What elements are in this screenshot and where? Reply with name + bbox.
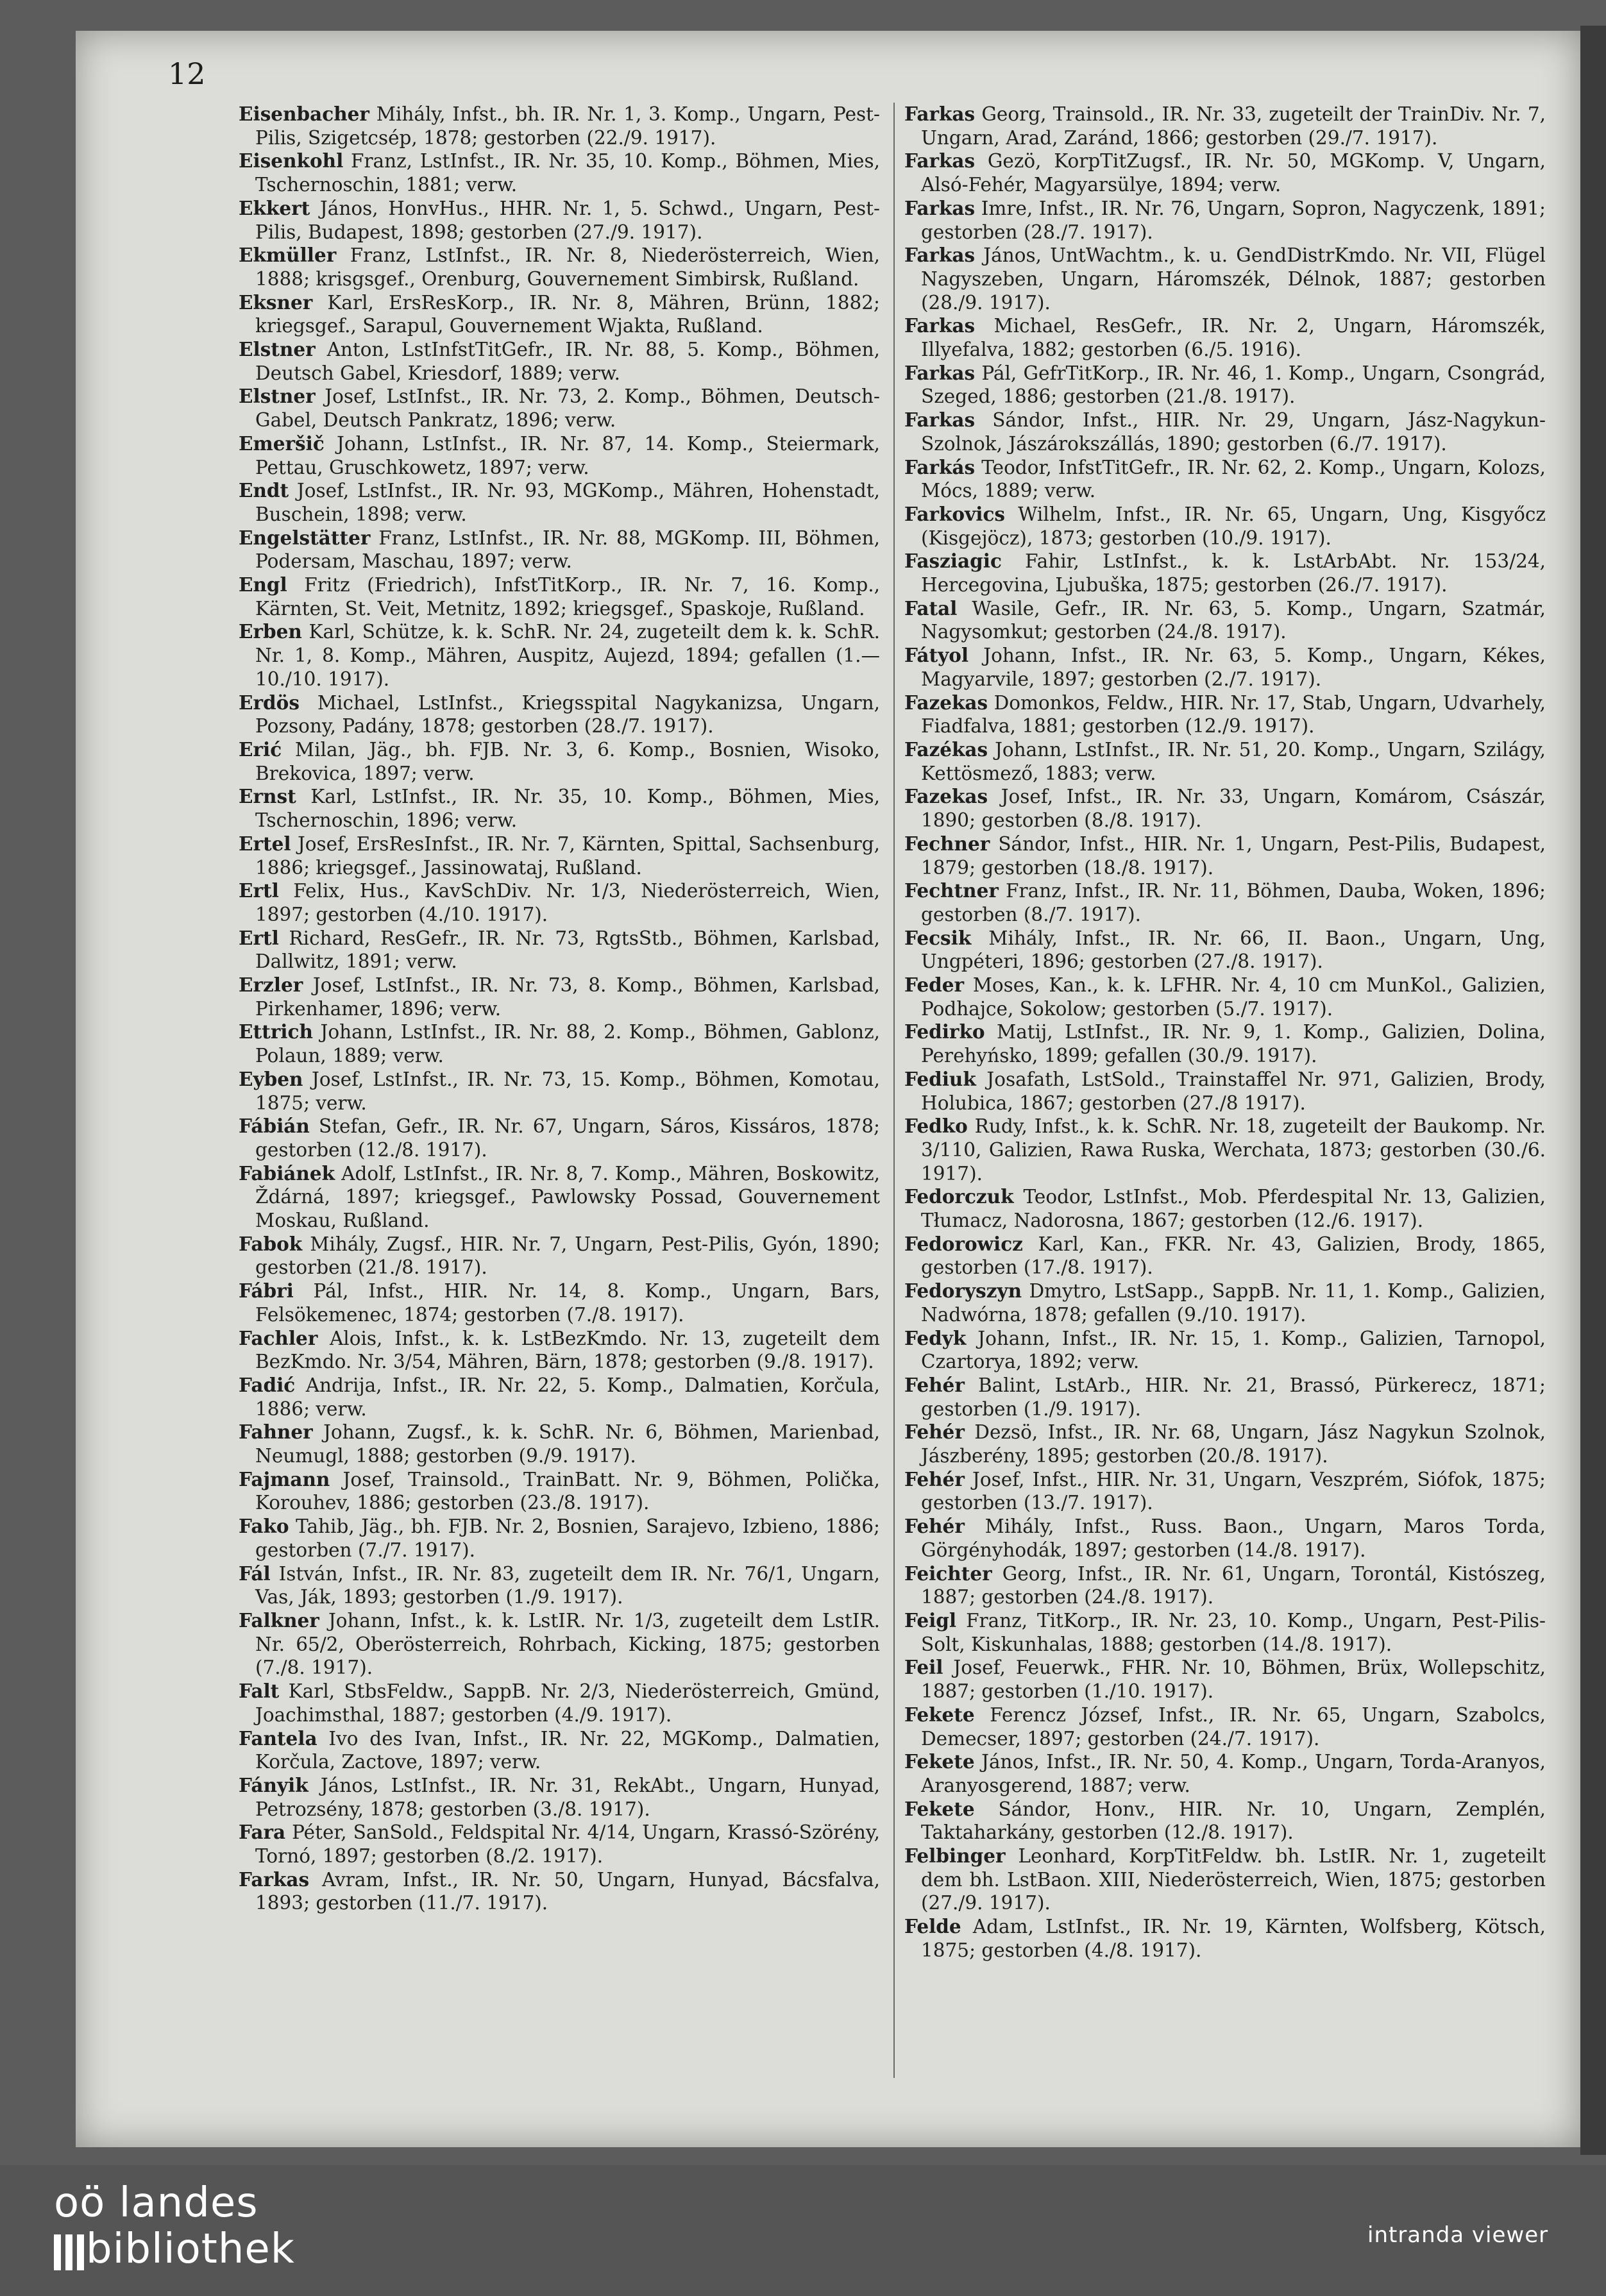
entry-name: Emeršič xyxy=(239,432,325,455)
entry-text: Pál, Infst., HIR. Nr. 14, 8. Komp., Ungarn, Bars, Felsökemenec, 1874; gestorben (7./8. 1917). xyxy=(255,1280,880,1326)
entry-text: Adam, LstInfst., IR. Nr. 19, Kärnten, Wolfsberg, Kötsch, 1875; gestorben (4./8. 1917). xyxy=(921,1916,1546,1961)
library-logo-line1[interactable]: oö landes xyxy=(54,2179,258,2227)
list-item xyxy=(904,927,1546,974)
entry-name: Fahner xyxy=(239,1421,313,1444)
entry-name: Fadić xyxy=(239,1373,296,1396)
entry-text: Franz, TitKorp., IR. Nr. 23, 10. Komp., Ungarn, Pest-Pilis-Solt, Kiskunhalas, 1888; gestorben (14./8. 1917). xyxy=(921,1610,1546,1655)
entry-text: Franz, LstInfst., IR. Nr. 88, MGKomp. III, Böhmen, Podersam, Maschau, 1897; verw. xyxy=(255,527,880,573)
entry-text: Johann, Infst., IR. Nr. 15, 1. Komp., Galizien, Tarnopol, Czartorya, 1892; verw. xyxy=(921,1327,1546,1373)
entry-name: Ertel xyxy=(239,832,291,855)
entry-name: Fedyk xyxy=(904,1326,967,1349)
entry-text: Franz, LstInfst., IR. Nr. 8, Niederösterreich, Wien, 1888; krisgsgef., Orenburg, Gouvernement Simbirsk, Rußland. xyxy=(255,244,880,290)
list-item xyxy=(239,620,880,691)
entry-text: Andrija, Infst., IR. Nr. 22, 5. Komp., Dalmatien, Korčula, 1886; verw. xyxy=(255,1374,880,1420)
library-logo-line2[interactable]: bibliothek xyxy=(86,2225,295,2273)
entry-text: Anton, LstInfstTitGefr., IR. Nr. 88, 5. Komp., Böhmen, Deutsch Gabel, Kriesdorf, 1889; verw. xyxy=(255,339,880,384)
entry-name: Fehér xyxy=(904,1515,965,1538)
entry-text: Johann, Zugsf., k. k. SchR. Nr. 6, Böhmen, Marienbad, Neumugl, 1888; gestorben (9./9. 1917). xyxy=(255,1421,880,1467)
entry-name: Feigl xyxy=(904,1609,957,1632)
list-item xyxy=(239,1374,880,1421)
entry-text: Johann, LstInfst., IR. Nr. 88, 2. Komp., Böhmen, Gablonz, Polaun, 1889; verw. xyxy=(255,1021,880,1067)
entry-name: Farkas xyxy=(904,361,976,384)
entry-name: Eisenkohl xyxy=(239,149,344,173)
list-item xyxy=(904,244,1546,314)
entry-text: Fahir, LstInfst., k. k. LstArbAbt. Nr. 153/24, Hercegovina, Ljubuška, 1875; gestorben (26./7. 1917). xyxy=(921,550,1546,596)
list-item xyxy=(904,1185,1546,1232)
entry-text: Karl, StbsFeldw., SappB. Nr. 2/3, Niederösterreich, Gmünd, Joachimsthal, 1887; gestorben (4./9. 1917). xyxy=(255,1680,880,1726)
list-item xyxy=(239,291,880,338)
entry-name: Elstner xyxy=(239,338,316,361)
right-column xyxy=(904,103,1546,1963)
list-item xyxy=(904,1844,1546,1915)
list-item xyxy=(239,1515,880,1562)
entry-text: Karl, ErsResKorp., IR. Nr. 8, Mähren, Brünn, 1882; kriegsgef., Sarapul, Gouvernement Wjakta, Rußland. xyxy=(255,291,880,337)
list-item xyxy=(904,879,1546,926)
entry-name: Ekmüller xyxy=(239,244,337,267)
entry-text: Georg, Infst., IR. Nr. 61, Ungarn, Torontál, Kistószeg, 1887; gestorben (24./8. 1917). xyxy=(921,1562,1546,1608)
list-item xyxy=(239,385,880,432)
entry-text: Fritz (Friedrich), InfstTitKorp., IR. Nr. 7, 16. Komp., Kärnten, St. Veit, Metnitz, 1892; kriegsgef., Spaskoje, Rußland. xyxy=(255,574,880,620)
entry-name: Fátyol xyxy=(904,644,969,667)
entry-text: Sándor, Infst., HIR. Nr. 1, Ungarn, Pest-Pilis, Budapest, 1879; gestorben (18./8. 1917). xyxy=(921,832,1546,879)
entry-text: Georg, Trainsold., IR. Nr. 33, zugeteilt der TrainDiv. Nr. 7, Ungarn, Arad, Zaránd, 1866; gestorben (29./7. 1917). xyxy=(921,103,1546,149)
entry-name: Eksner xyxy=(239,291,313,314)
entry-name: Erzler xyxy=(239,974,303,997)
entry-name: Fachler xyxy=(239,1326,318,1349)
list-item xyxy=(904,1374,1546,1421)
list-item xyxy=(239,479,880,526)
entry-name: Fajmann xyxy=(239,1467,330,1490)
entry-name: Fehér xyxy=(904,1373,965,1396)
entry-text: Ivo des Ivan, Infst., IR. Nr. 22, MGKomp., Dalmatien, Korčula, Zactove, 1897; verw. xyxy=(255,1727,880,1773)
entry-text: Josef, Infst., HIR. Nr. 31, Ungarn, Veszprém, Siófok, 1875; gestorben (13./7. 1917). xyxy=(921,1468,1546,1514)
list-item xyxy=(239,149,880,196)
list-item xyxy=(239,1680,880,1726)
entry-name: Ertl xyxy=(239,879,279,902)
entry-text: Mihály, Infst., Russ. Baon., Ungarn, Maros Torda, Görgényhodák, 1897; gestorben (14./8. 1917). xyxy=(921,1515,1546,1561)
entry-name: Erić xyxy=(239,738,282,761)
entry-text: János, Infst., IR. Nr. 50, 4. Komp., Ungarn, Torda-Aranyos, Aranyosgerend, 1887; verw. xyxy=(921,1751,1546,1796)
entry-name: Falt xyxy=(239,1680,280,1703)
list-item xyxy=(239,1727,880,1774)
list-item xyxy=(904,1279,1546,1326)
entry-text: Karl, Kan., FKR. Nr. 43, Galizien, Brody, 1865, gestorben (17./8. 1917). xyxy=(921,1233,1546,1279)
list-item xyxy=(239,785,880,832)
entry-name: Fasziagic xyxy=(904,550,1002,573)
list-item xyxy=(239,1020,880,1067)
entry-name: Fazékas xyxy=(904,738,988,761)
list-item xyxy=(904,1468,1546,1515)
entry-name: Fedorowicz xyxy=(904,1232,1023,1255)
entry-text: Leonhard, KorpTitFeldw. bh. LstIR. Nr. 1, zugeteilt dem bh. LstBaon. XIII, Niederösterreich, Wien, 1875; gestorben (27./9. 1917). xyxy=(921,1845,1546,1914)
list-item xyxy=(904,691,1546,738)
entry-text: Franz, Infst., IR. Nr. 11, Böhmen, Dauba, Woken, 1896; gestorben (8./7. 1917). xyxy=(921,880,1546,925)
entry-text: Mihály, Infst., IR. Nr. 66, II. Baon., Ungarn, Ung, Ungpéteri, 1896; gestorben (27./8. 1917). xyxy=(921,927,1546,973)
entry-name: Fehér xyxy=(904,1467,965,1490)
list-item xyxy=(239,432,880,479)
list-item xyxy=(239,1821,880,1868)
entry-text: Karl, Schütze, k. k. SchR. Nr. 24, zugeteilt dem k. k. SchR. Nr. 1, 8. Komp., Mähren, Auspitz, Aujezd, 1894; gefallen (1.—10./10. 1917). xyxy=(255,621,880,690)
entry-text: Johann, Infst., k. k. LstIR. Nr. 1/3, zugeteilt dem LstIR. Nr. 65/2, Oberösterreich, Rohrbach, Kicking, 1875; gestorben (7./8. 1917). xyxy=(255,1610,880,1679)
list-item xyxy=(904,1703,1546,1750)
entry-text: Josef, ErsResInfst., IR. Nr. 7, Kärnten, Spittal, Sachsenburg, 1886; kriegsgef., Jassinowataj, Rußland. xyxy=(255,832,880,879)
list-item xyxy=(239,1233,880,1279)
entry-name: Engelstätter xyxy=(239,526,371,549)
entry-name: Fechner xyxy=(904,832,990,855)
entry-text: Rudy, Infst., k. k. SchR. Nr. 18, zugeteilt der Baukomp. Nr. 3/110, Galizien, Rawa Ruska, Werchata, 1873; gestorben (30./6. 1917). xyxy=(921,1115,1546,1185)
entry-name: Ernst xyxy=(239,785,296,808)
list-item xyxy=(239,1068,880,1115)
entry-name: Fehér xyxy=(904,1421,965,1444)
entry-text: Pál, GefrTitKorp., IR. Nr. 46, 1. Komp., Ungarn, Csongrád, Szeged, 1886; gestorben (21./8. 1917). xyxy=(921,362,1546,408)
list-item xyxy=(239,338,880,385)
entry-text: Sándor, Infst., HIR. Nr. 29, Ungarn, Jász-Nagykun-Szolnok, Jászárokszállás, 1890; gestorben (6./7. 1917). xyxy=(921,409,1546,455)
list-item xyxy=(904,1915,1546,1962)
entry-name: Fekete xyxy=(904,1797,975,1820)
entry-name: Eyben xyxy=(239,1067,303,1090)
entry-name: Fabok xyxy=(239,1232,303,1255)
entry-text: Domonkos, Feldw., HIR. Nr. 17, Stab, Ungarn, Udvarhely, Fiadfalva, 1881; gestorben (12./9. 1917). xyxy=(921,691,1546,738)
entry-name: Endt xyxy=(239,479,289,502)
list-item xyxy=(239,1774,880,1821)
list-item xyxy=(239,1279,880,1326)
entry-name: Fara xyxy=(239,1821,286,1844)
entry-name: Engl xyxy=(239,573,287,596)
list-item xyxy=(904,1562,1546,1609)
list-item xyxy=(239,832,880,879)
list-item xyxy=(239,1468,880,1515)
entry-text: Sándor, Honv., HIR. Nr. 10, Ungarn, Zemplén, Taktaharkány, gestorben (12./8. 1917). xyxy=(921,1798,1546,1844)
list-item xyxy=(904,1609,1546,1656)
entry-text: Teodor, InfstTitGefr., IR. Nr. 62, 2. Komp., Ungarn, Kolozs, Mócs, 1889; verw. xyxy=(921,456,1546,502)
entry-name: Fatal xyxy=(904,596,958,620)
entry-name: Fazekas xyxy=(904,691,988,714)
viewer-brand[interactable]: intranda viewer xyxy=(1367,2222,1549,2248)
entry-name: Erben xyxy=(239,620,302,643)
entry-text: Michael, LstInfst., Kriegsspital Nagykanizsa, Ungarn, Pozsony, Padány, 1878; gestorben (28./7. 1917). xyxy=(255,691,880,738)
entry-name: Fekete xyxy=(904,1703,975,1726)
entry-text: Karl, LstInfst., IR. Nr. 35, 10. Komp., Böhmen, Mies, Tschernoschin, 1896; verw. xyxy=(255,786,880,832)
list-item xyxy=(904,1750,1546,1797)
entry-name: Felde xyxy=(904,1915,961,1938)
list-item xyxy=(904,1068,1546,1115)
entry-name: Fábri xyxy=(239,1279,294,1303)
list-item xyxy=(239,197,880,244)
list-item xyxy=(239,974,880,1020)
entry-name: Fako xyxy=(239,1515,289,1538)
entry-name: Ekkert xyxy=(239,196,310,219)
entry-text: Johann, Infst., IR. Nr. 63, 5. Komp., Ungarn, Kékes, Magyarvile, 1897; gestorben (2./7. 1917). xyxy=(921,645,1546,690)
list-item xyxy=(239,527,880,573)
entry-text: Mihály, Zugsf., HIR. Nr. 7, Ungarn, Pest-Pilis, Gyón, 1890; gestorben (21./8. 1917). xyxy=(255,1233,880,1279)
list-item xyxy=(904,1798,1546,1844)
page-number: 12 xyxy=(168,56,206,91)
list-item xyxy=(904,1327,1546,1374)
list-item xyxy=(904,409,1546,455)
list-item xyxy=(904,456,1546,503)
list-item xyxy=(904,1115,1546,1185)
entry-name: Farkás xyxy=(904,455,976,478)
entry-text: Josef, Infst., IR. Nr. 33, Ungarn, Komárom, Császár, 1890; gestorben (8./8. 1917). xyxy=(921,786,1546,832)
entry-text: Balint, LstArb., HIR. Nr. 21, Brassó, Pürkerecz, 1871; gestorben (1./9. 1917). xyxy=(921,1374,1546,1420)
entry-text: Johann, LstInfst., IR. Nr. 51, 20. Komp., Ungarn, Szilágy, Kettösmező, 1883; verw. xyxy=(921,738,1546,784)
list-item xyxy=(904,1233,1546,1279)
entry-text: Gezö, KorpTitZugsf., IR. Nr. 50, MGKomp. V, Ungarn, Alsó-Fehér, Magyarsülye, 1894; verw. xyxy=(921,150,1546,196)
entry-name: Falkner xyxy=(239,1609,319,1632)
list-item xyxy=(904,644,1546,691)
entry-name: Fál xyxy=(239,1562,271,1585)
entry-name: Eisenbacher xyxy=(239,103,369,125)
entry-text: Wilhelm, Infst., IR. Nr. 65, Ungarn, Ung, Kisgyőcz (Kisgejöcz), 1873; gestorben (10./9. 1917). xyxy=(921,503,1546,549)
list-item xyxy=(904,738,1546,785)
list-item xyxy=(239,1562,880,1609)
entry-name: Fedirko xyxy=(904,1020,985,1043)
list-item xyxy=(904,503,1546,550)
entry-name: Fedorczuk xyxy=(904,1185,1014,1208)
entry-name: Felbinger xyxy=(904,1844,1006,1868)
entry-text: Josef, LstInfst., IR. Nr. 73, 15. Komp., Böhmen, Komotau, 1875; verw. xyxy=(255,1068,880,1114)
entry-text: István, Infst., IR. Nr. 83, zugeteilt dem IR. Nr. 76/1, Ungarn, Vas, Ják, 1893; gestorben (1./9. 1917). xyxy=(255,1562,880,1608)
list-item xyxy=(904,550,1546,596)
list-item xyxy=(239,103,880,149)
entry-text: Josef, LstInfst., IR. Nr. 73, 2. Komp., Böhmen, Deutsch-Gabel, Deutsch Pankratz, 1896; verw. xyxy=(255,385,880,432)
list-item xyxy=(239,1115,880,1161)
column-divider xyxy=(893,103,895,2078)
entry-text: Matij, LstInfst., IR. Nr. 9, 1. Komp., Galizien, Dolina, Perehyńsko, 1899; gefallen (30./9. 1917). xyxy=(921,1021,1546,1067)
entry-text: Adolf, LstInfst., IR. Nr. 8, 7. Komp., Mähren, Boskowitz, Ždárná, 1897; kriegsgef., Pawlowsky Possad, Gouvernement Moskau, Rußland. xyxy=(255,1162,880,1232)
entry-text: Moses, Kan., k. k. LFHR. Nr. 4, 10 cm MunKol., Galizien, Podhajce, Sokolow; gestorben (5./7. 1917). xyxy=(921,974,1546,1020)
list-item xyxy=(904,149,1546,196)
entry-name: Farkas xyxy=(904,103,976,125)
entry-name: Ertl xyxy=(239,926,279,949)
list-item xyxy=(904,974,1546,1020)
entry-text: Avram, Infst., IR. Nr. 50, Ungarn, Hunyad, Bácsfalva, 1893; gestorben (11./7. 1917). xyxy=(255,1868,880,1914)
list-item xyxy=(239,738,880,785)
entry-name: Farkas xyxy=(904,149,976,173)
entry-name: Erdös xyxy=(239,691,300,714)
entry-text: Josef, Feuerwk., FHR. Nr. 10, Böhmen, Brüx, Wollepschitz, 1887; gestorben (1./10. 1917). xyxy=(921,1657,1546,1703)
list-item xyxy=(239,1327,880,1374)
entry-text: Johann, LstInfst., IR. Nr. 87, 14. Komp., Steiermark, Pettau, Gruschkowetz, 1897; verw. xyxy=(255,432,880,478)
list-item xyxy=(904,832,1546,879)
entry-name: Fazekas xyxy=(904,785,988,808)
entry-text: Josef, Trainsold., TrainBatt. Nr. 9, Böhmen, Polička, Korouhev, 1886; gestorben (23./8. 1917). xyxy=(255,1468,880,1514)
entry-name: Fecsik xyxy=(904,926,972,949)
entry-name: Fábián xyxy=(239,1115,310,1138)
list-item xyxy=(904,785,1546,832)
entry-text: Stefan, Gefr., IR. Nr. 67, Ungarn, Sáros, Kissáros, 1878; gestorben (12./8. 1917). xyxy=(255,1115,880,1161)
list-item xyxy=(904,314,1546,361)
entry-text: János, UntWachtm., k. u. GendDistrKmdo. Nr. VII, Flügel Nagyszeben, Ungarn, Háromszék, Délnok, 1887; gestorben (28./9. 1917). xyxy=(921,244,1546,314)
entry-name: Feichter xyxy=(904,1562,992,1585)
entry-text: Josef, LstInfst., IR. Nr. 93, MGKomp., Mähren, Hohenstadt, Buschein, 1898; verw. xyxy=(255,480,880,525)
entry-name: Farkas xyxy=(904,244,976,267)
list-item xyxy=(239,573,880,620)
entry-text: Teodor, LstInfst., Mob. Pferdespital Nr. 13, Galizien, Tłumacz, Nadorosna, 1867; gestorben (12./6. 1917). xyxy=(921,1186,1546,1232)
list-item xyxy=(904,1020,1546,1067)
list-item xyxy=(239,691,880,738)
entry-name: Farkas xyxy=(904,196,976,219)
entry-text: Milan, Jäg., bh. FJB. Nr. 3, 6. Komp., Bosnien, Wisoko, Brekovica, 1897; verw. xyxy=(255,738,880,784)
list-item xyxy=(239,244,880,291)
list-item xyxy=(904,197,1546,244)
entry-name: Fabiánek xyxy=(239,1161,335,1185)
library-logo-bars-icon xyxy=(54,2234,84,2270)
entry-text: Michael, ResGefr., IR. Nr. 2, Ungarn, Háromszék, Illyefalva, 1882; gestorben (6./5. 1916). xyxy=(921,315,1546,361)
list-item xyxy=(239,879,880,926)
entry-name: Fechtner xyxy=(904,879,999,902)
list-item xyxy=(904,362,1546,409)
left-column xyxy=(239,103,880,1915)
list-item xyxy=(904,597,1546,644)
list-item xyxy=(904,1421,1546,1467)
entry-name: Feder xyxy=(904,974,965,997)
entry-text: Josef, LstInfst., IR. Nr. 73, 8. Komp., Böhmen, Karlsbad, Pirkenhamer, 1896; verw. xyxy=(255,974,880,1020)
entry-name: Fekete xyxy=(904,1750,975,1773)
entry-name: Fantela xyxy=(239,1726,317,1750)
list-item xyxy=(239,1609,880,1680)
entry-text: Péter, SanSold., Feldspital Nr. 4/14, Ungarn, Krassó-Szörény, Tornó, 1897; gestorben (8./2. 1917). xyxy=(255,1821,880,1868)
list-item xyxy=(239,927,880,974)
entry-name: Farkas xyxy=(904,409,976,432)
entry-text: Imre, Infst., IR. Nr. 76, Ungarn, Sopron, Nagyczenk, 1891; gestorben (28./7. 1917). xyxy=(921,197,1546,243)
entry-name: Farkovics xyxy=(904,502,1006,525)
list-item xyxy=(904,103,1546,149)
entry-name: Fediuk xyxy=(904,1067,976,1090)
entry-name: Elstner xyxy=(239,385,316,408)
entry-name: Fedoryszyn xyxy=(904,1279,1022,1303)
list-item xyxy=(239,1162,880,1233)
entry-name: Ettrich xyxy=(239,1020,313,1043)
entry-text: Franz, LstInfst., IR. Nr. 35, 10. Komp., Böhmen, Mies, Tschernoschin, 1881; verw. xyxy=(255,150,880,196)
entry-text: Ferencz József, Infst., IR. Nr. 65, Ungarn, Szabolcs, Demecser, 1897; gestorben (24./7. 1917). xyxy=(921,1703,1546,1750)
list-item xyxy=(904,1515,1546,1562)
entry-text: Richard, ResGefr., IR. Nr. 73, RgtsStb., Böhmen, Karlsbad, Dallwitz, 1891; verw. xyxy=(255,927,880,973)
entry-text: Alois, Infst., k. k. LstBezKmdo. Nr. 13, zugeteilt dem BezKmdo. Nr. 3/54, Mähren, Bärn, 1878; gestorben (9./8. 1917). xyxy=(255,1327,880,1373)
entry-name: Farkas xyxy=(239,1868,310,1891)
entry-text: Wasile, Gefr., IR. Nr. 63, 5. Komp., Ungarn, Szatmár, Nagysomkut; gestorben (24./8. 1917). xyxy=(921,597,1546,643)
entry-text: Dmytro, LstSapp., SappB. Nr. 11, 1. Komp., Galizien, Nadwórna, 1878; gefallen (9./10. 1917). xyxy=(921,1280,1546,1326)
entry-name: Feil xyxy=(904,1656,943,1679)
entry-text: Dezsö, Infst., IR. Nr. 68, Ungarn, Jász Nagykun Szolnok, Jászberény, 1895; gestorben (20./8. 1917). xyxy=(921,1421,1546,1467)
list-item xyxy=(239,1421,880,1467)
entry-text: Felix, Hus., KavSchDiv. Nr. 1/3, Niederösterreich, Wien, 1897; gestorben (4./10. 1917). xyxy=(255,880,880,925)
entry-text: Mihály, Infst., bh. IR. Nr. 1, 3. Komp., Ungarn, Pest-Pilis, Szigetcsép, 1878; gestorben (22./9. 1917). xyxy=(255,103,880,149)
entry-name: Farkas xyxy=(904,314,976,337)
entry-text: Tahib, Jäg., bh. FJB. Nr. 2, Bosnien, Sarajevo, Izbieno, 1886; gestorben (7./7. 1917). xyxy=(255,1515,880,1561)
list-item xyxy=(904,1656,1546,1703)
page-edge xyxy=(1580,26,1606,2155)
entry-text: Josafath, LstSold., Trainstaffel Nr. 971, Galizien, Brody, Holubica, 1867; gestorben (27./8 1917). xyxy=(921,1068,1546,1114)
list-item xyxy=(239,1868,880,1915)
entry-name: Fedko xyxy=(904,1115,968,1138)
entry-name: Fányik xyxy=(239,1773,309,1796)
entry-text: János, LstInfst., IR. Nr. 31, RekAbt., Ungarn, Hunyad, Petrozsény, 1878; gestorben (3./8. 1917). xyxy=(255,1774,880,1820)
entry-text: János, HonvHus., HHR. Nr. 1, 5. Schwd., Ungarn, Pest-Pilis, Budapest, 1898; gestorben (27./9. 1917). xyxy=(255,197,880,243)
